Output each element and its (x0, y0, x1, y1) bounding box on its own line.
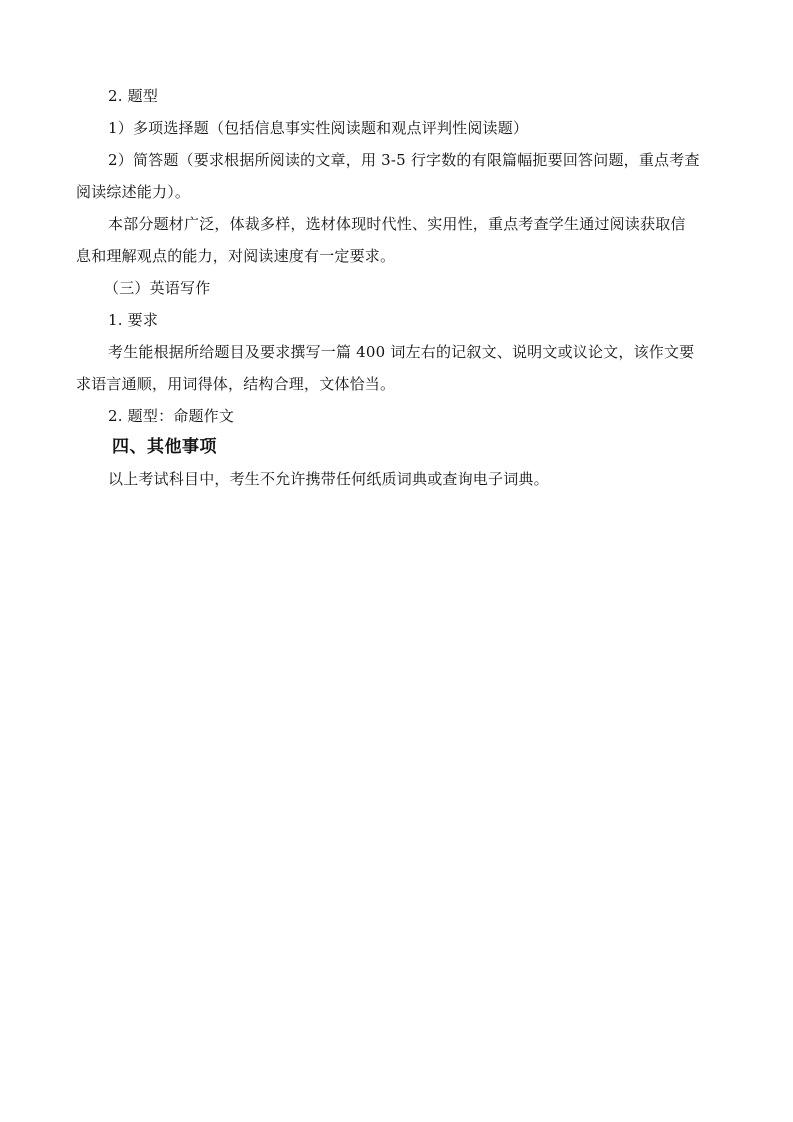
writing-type-label: 2. 题型：命题作文 (108, 407, 235, 425)
reading-description-line2: 息和理解观点的能力，对阅读速度有一定要求。 (76, 247, 396, 265)
other-matters-heading: 四、其他事项 (112, 437, 217, 457)
writing-requirement-line2: 求语言通顺，用词得体，结构合理，文体恰当。 (76, 375, 396, 393)
reading-item-short-answer-line2: 阅读综述能力）。 (76, 183, 191, 201)
reading-type-label: 2. 题型 (108, 87, 159, 105)
writing-section-title: （三）英语写作 (104, 279, 211, 297)
other-matters-text: 以上考试科目中，考生不允许携带任何纸质词典或查询电子词典。 (108, 470, 549, 488)
reading-item-short-answer-line1: 2）简答题（要求根据所阅读的文章，用 3-5 行字数的有限篇幅扼要回答问题，重点考查 (108, 151, 700, 169)
writing-requirement-label: 1. 要求 (108, 311, 159, 329)
reading-item-multiple-choice: 1）多项选择题（包括信息事实性阅读题和观点评判性阅读题） (108, 119, 529, 137)
writing-requirement-line1: 考生能根据所给题目及要求撰写一篇 400 词左右的记叙文、说明文或议论文，该作文要 (108, 343, 695, 361)
reading-description-line1: 本部分题材广泛，体裁多样，选材体现时代性、实用性，重点考查学生通过阅读获取信 (108, 215, 686, 233)
